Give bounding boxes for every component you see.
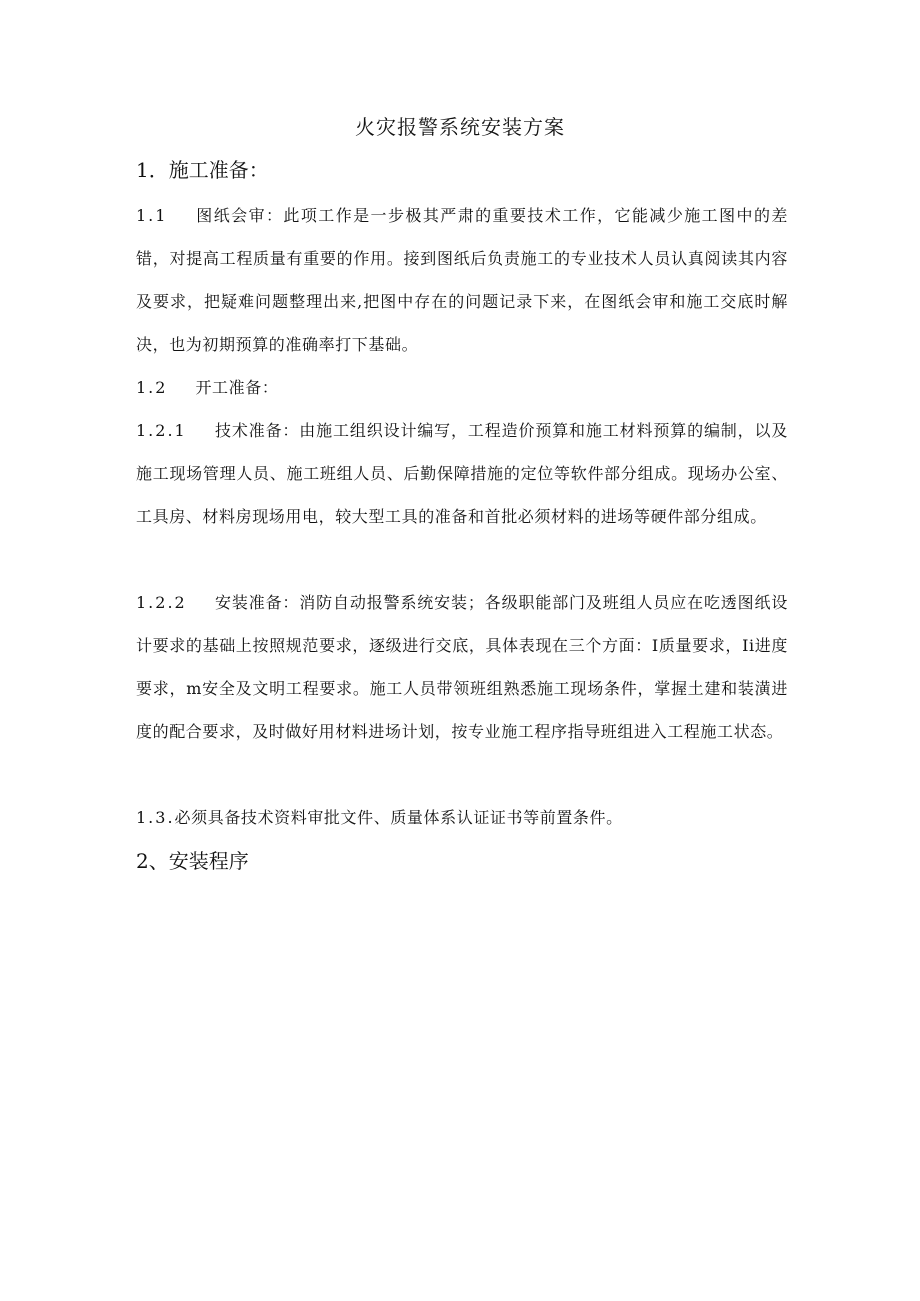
section-2-heading: 2、安装程序	[136, 849, 249, 873]
paragraph-1-1-number: 1.1	[136, 206, 168, 225]
paragraph-1-1	[136, 194, 788, 366]
paragraph-1-1-text: 图纸会审：此项工作是一步极其严肃的重要技术工作，它能减少施工图中的差错，对提高工程质量有重要的作用。接到图纸后负责施工的专业技术人员认真阅读其内容及要求，把疑难问题整理出来,把图中存在的问题记录下来，在图纸会审和施工交底时解决，也为初期预算的准确率打下基础。	[136, 206, 788, 354]
paragraph-1-2-2-number: 1.2.2	[136, 593, 187, 612]
paragraph-1-2-1-text: 技术准备：由施工组织设计编写，工程造价预算和施工材料预算的编制，以及施工现场管理人员、施工班组人员、后勤保障措施的定位等软件部分组成。现场办公室、工具房、材料房现场用电，较大型工具的准备和首批必须材料的进场等硬件部分组成。	[136, 421, 788, 526]
paragraph-1-2-number: 1.2	[136, 378, 168, 397]
document-title: 火灾报警系统安装方案	[355, 115, 565, 139]
paragraph-1-2-1	[136, 409, 788, 538]
paragraph-1-2	[136, 366, 788, 409]
paragraph-1-3-number: 1.3.	[136, 808, 175, 827]
paragraph-1-2-2	[136, 581, 788, 753]
paragraph-1-2-text: 开工准备：	[195, 378, 279, 397]
section-1-heading: 1．施工准备：	[136, 158, 269, 182]
paragraph-1-2-1-number: 1.2.1	[136, 421, 187, 440]
paragraph-1-2-2-text: 安装准备：消防自动报警系统安装；各级职能部门及班组人员应在吃透图纸设计要求的基础上按照规范要求，逐级进行交底，具体表现在三个方面：I质量要求，Ii进度要求，m安全及文明工程要求。施工人员带领班组熟悉施工现场条件，掌握土建和装潢进度的配合要求，及时做好用材料进场计划，按专业施工程序指导班组进入工程施工状态。	[136, 593, 788, 741]
paragraph-1-3-text: 必须具备技术资料审批文件、质量体系认证证书等前置条件。	[174, 808, 623, 827]
paragraph-1-3	[136, 796, 788, 839]
